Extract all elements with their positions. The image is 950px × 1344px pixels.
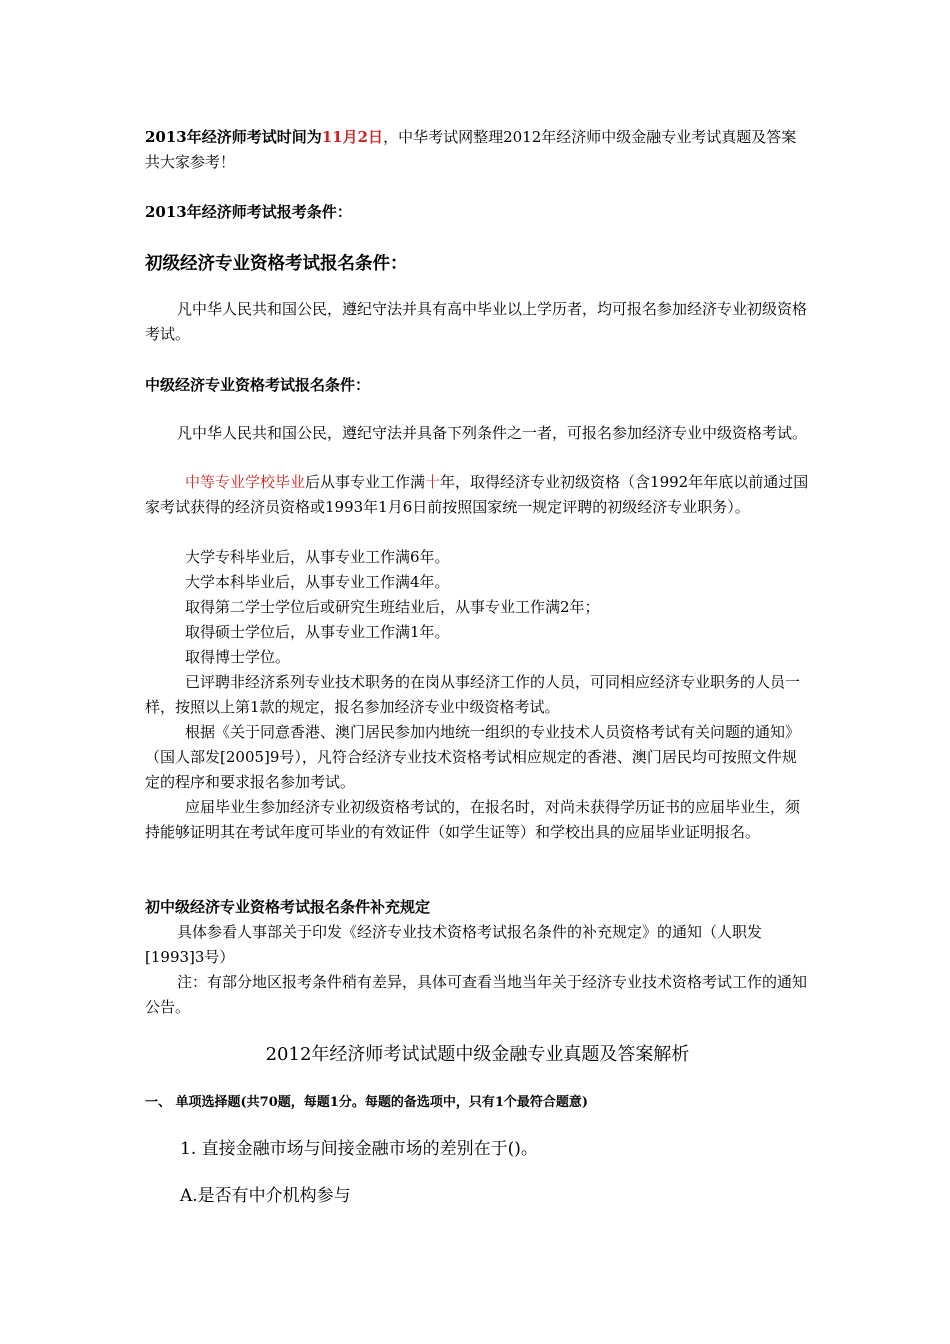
exam-date: 11月2日: [321, 128, 384, 146]
list-item: 取得博士学位。: [185, 648, 291, 666]
condition-1-highlight: 中等专业学校毕业: [185, 473, 306, 491]
list-item: 取得硕士学位后，从事专业工作满1年。: [185, 623, 450, 641]
condition-1-highlight-years: 十: [425, 473, 441, 491]
intermediate-paragraph-1: 已评聘非经济系列专业技术职务的在岗从事经济工作的人员，可同相应经济专业职务的人员一样，按照以上第1款的规定，报名参加经济专业中级资格考试。: [145, 673, 801, 716]
conditions-heading: 2013年经济师考试报考条件：: [145, 203, 352, 221]
intermediate-intro: 凡中华人民共和国公民，遵纪守法并具备下列条件之一者，可报名参加经济专业中级资格考试。: [177, 424, 808, 442]
intermediate-condition-1: [145, 470, 810, 520]
junior-text: 凡中华人民共和国公民，遵纪守法并具有高中毕业以上学历者，均可报名参加经济专业初级资格考试。: [145, 300, 808, 343]
condition-1-mid: 后从事专业工作满: [305, 473, 426, 491]
intermediate-paragraph-2: 根据《关于同意香港、澳门居民参加内地统一组织的专业技术人员资格考试有关问题的通知》（国人部发[2005]9号），凡符合经济专业技术资格考试相应规定的香港、澳门居民均可按照文件规定的程序和要求报名参加考试。: [145, 723, 801, 791]
supplement-heading: 初中级经济专业资格考试报名条件补充规定: [145, 898, 431, 916]
supplement-text: 具体参看人事部关于印发《经济专业技术资格考试报名条件的补充规定》的通知（人职发[1993]3号）: [145, 923, 763, 966]
question-1: 1. 直接金融市场与间接金融市场的差别在于()。: [180, 1139, 538, 1159]
condition-list: [145, 545, 850, 670]
intermediate-paragraph-3: 应届毕业生参加经济专业初级资格考试的，在报名时，对尚未获得学历证书的应届毕业生，须持能够证明其在考试年度可毕业的有效证件（如学生证等）和学校出具的应届毕业证明报名。: [145, 798, 801, 841]
exam-title: 2012年经济师考试试题中级金融专业真题及答案解析: [265, 1044, 690, 1065]
intermediate-heading: 中级经济专业资格考试报名条件：: [145, 376, 371, 394]
list-item: 大学本科毕业后，从事专业工作满4年。: [185, 573, 450, 591]
condition-1-rest: 年，取得经济专业初级资格（含1992年年底以前通过国家考试获得的经济员资格或1993年1月6日前按照国家统一规定评聘的初级经济专业职务）。: [145, 473, 809, 516]
section-heading: 一、 单项选择题(共70题，每题1分。每题的备选项中，只有1个最符合题意): [145, 1095, 589, 1110]
junior-heading: 初级经济专业资格考试报名条件：: [145, 254, 408, 274]
supplement-note: 注：有部分地区报考条件稍有差异，具体可查看当地当年关于经济专业技术资格考试工作的通知公告。: [145, 973, 808, 1016]
intro-paragraph: [145, 125, 810, 175]
list-item: 大学专科毕业后，从事专业工作满6年。: [185, 548, 450, 566]
intro-lead: 2013年经济师考试时间为: [145, 128, 322, 146]
intro-rest: ，中华考试网整理2012年经济师中级金融专业考试真题及答案共大家参考！: [145, 128, 797, 171]
question-1-option-a: A.是否有中介机构参与: [180, 1186, 351, 1206]
list-item: 取得第二学士学位后或研究生班结业后，从事专业工作满2年；: [185, 598, 600, 616]
